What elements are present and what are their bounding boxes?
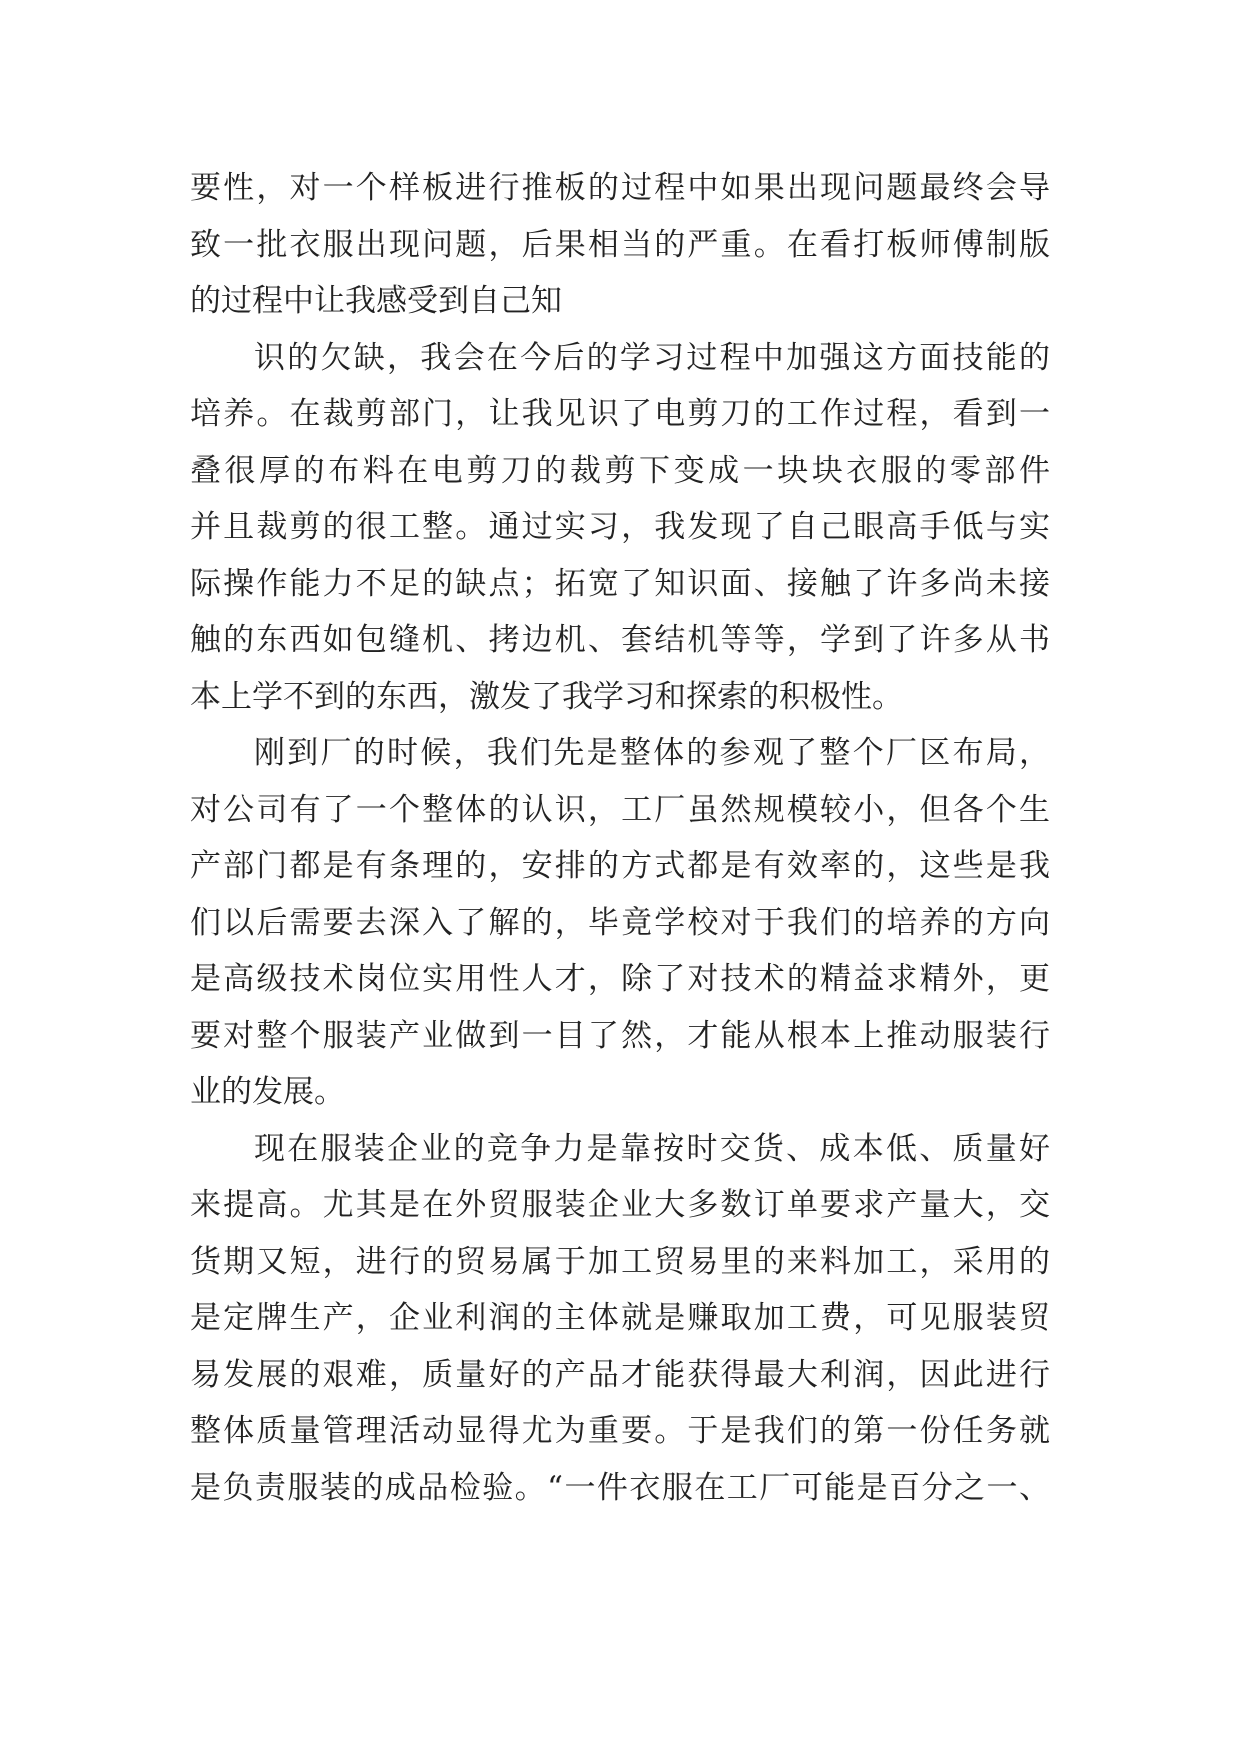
text-line: 对公司有了一个整体的认识，工厂虽然规模较小，但各个生 xyxy=(190,791,1050,828)
text-line: 要性，对一个样板进行推板的过程中如果出现问题最终会导 xyxy=(190,170,1050,206)
text-line: 业的发展。 xyxy=(190,1074,345,1110)
text-line: 并且裁剪的很工整。通过实习，我发现了自己眼高手低与实 xyxy=(190,509,1050,545)
text-line: 产部门都是有条理的，安排的方式都是有效率的，这些是我 xyxy=(190,848,1050,884)
text-line: 叠很厚的布料在电剪刀的裁剪下变成一块块衣服的零部件 xyxy=(190,452,1050,489)
paragraph-first-line: 现在服装企业的竞争力是靠按时交货、成本低、质量好 xyxy=(254,1130,1050,1167)
text-line: 是定牌生产，企业利润的主体就是赚取加工费，可见服装贸 xyxy=(190,1300,1050,1336)
paragraph-first-line: 识的欠缺，我会在今后的学习过程中加强这方面技能的 xyxy=(254,339,1050,376)
text-line: 要对整个服装产业做到一目了然，才能从根本上推动服装行 xyxy=(190,1017,1050,1054)
text-line: 来提高。尤其是在外贸服装企业大多数订单要求产量大，交 xyxy=(190,1187,1050,1223)
paragraph-first-line: 刚到厂的时候，我们先是整体的参观了整个厂区布局， xyxy=(254,735,1050,771)
text-line: 致一批衣服出现问题，后果相当的严重。在看打板师傅制版 xyxy=(190,226,1050,263)
text-line: 培养。在裁剪部门，让我见识了电剪刀的工作过程，看到一 xyxy=(190,396,1050,432)
text-line: 货期又短，进行的贸易属于加工贸易里的来料加工，采用的 xyxy=(190,1243,1050,1280)
text-line: 是高级技术岗位实用性人才，除了对技术的精益求精外，更 xyxy=(190,961,1050,997)
text-line: 们以后需要去深入了解的，毕竟学校对于我们的培养的方向 xyxy=(190,904,1050,941)
text-line: 易发展的艰难，质量好的产品才能获得最大利润，因此进行 xyxy=(190,1356,1050,1393)
text-line: 的过程中让我感受到自己知 xyxy=(190,283,562,319)
text-line: 际操作能力不足的缺点；拓宽了知识面、接触了许多尚未接 xyxy=(190,565,1050,602)
text-line: 整体质量管理活动显得尤为重要。于是我们的第一份任务就 xyxy=(190,1413,1050,1449)
text-line: 本上学不到的东西，激发了我学习和探索的积极性。 xyxy=(190,678,903,715)
text-line: 触的东西如包缝机、拷边机、套结机等等，学到了许多从书 xyxy=(190,622,1050,658)
text-line: 是负责服装的成品检验。“一件衣服在工厂可能是百分之一、 xyxy=(190,1469,1050,1506)
document-body xyxy=(190,160,1050,1516)
